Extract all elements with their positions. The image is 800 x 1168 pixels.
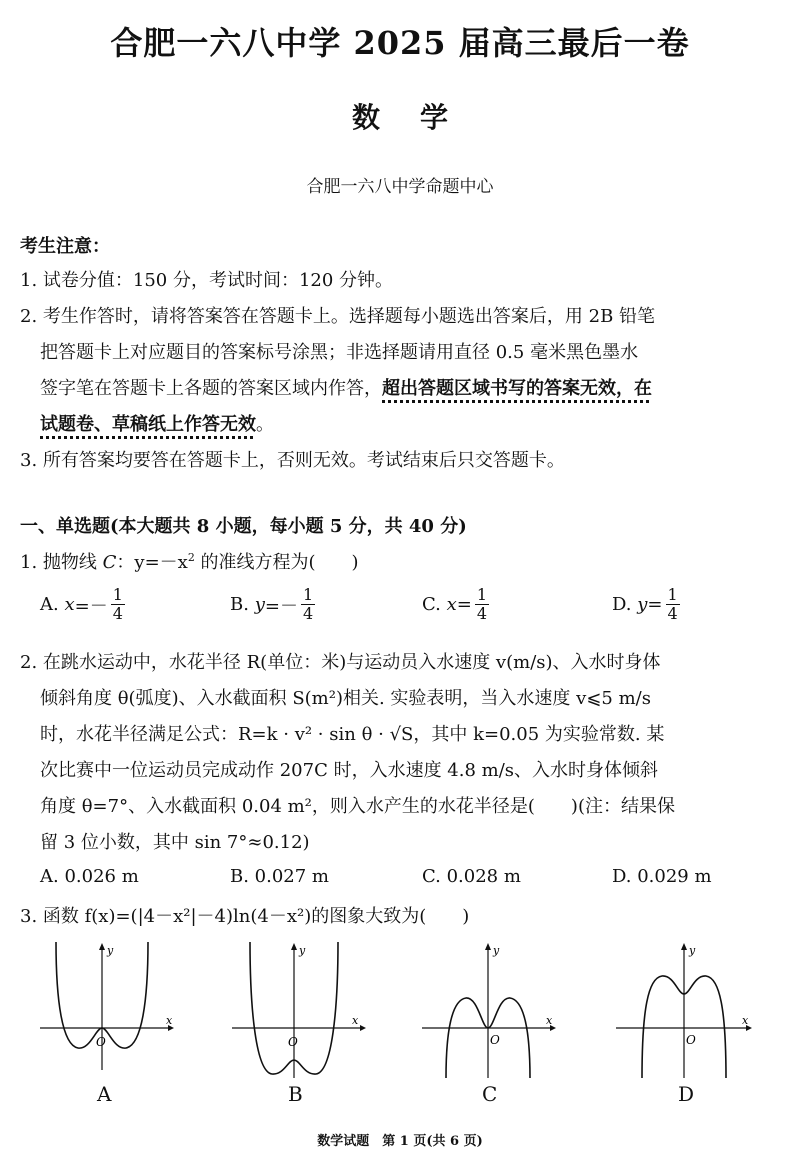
graph-d-label: D — [678, 1082, 695, 1106]
q1-option-a[interactable] — [40, 586, 125, 623]
q1-text: 1. 抛物线 — [20, 552, 103, 573]
fraction — [111, 586, 125, 623]
graph-d[interactable] — [614, 940, 754, 1080]
graph-c[interactable] — [420, 940, 560, 1080]
q1-text: ：y=－x — [116, 552, 188, 573]
y-axis-arrow — [681, 943, 687, 950]
denominator: 4 — [667, 604, 678, 623]
q1-option-c[interactable] — [422, 586, 489, 623]
option-var: y — [637, 594, 648, 615]
option-letter: A. — [40, 594, 59, 615]
origin-label: O — [686, 1033, 696, 1047]
y-axis-label: y — [493, 944, 500, 957]
numerator: 1 — [302, 585, 314, 604]
numerator: 1 — [667, 585, 678, 604]
notice-item-2-line-4 — [40, 410, 274, 436]
origin-label: O — [96, 1035, 106, 1049]
notice-item-2-line-3 — [40, 374, 652, 400]
option-sign: = — [456, 594, 472, 615]
y-axis-label: y — [299, 944, 306, 957]
graph-b[interactable] — [228, 940, 368, 1080]
option-sign: =－ — [264, 595, 298, 617]
origin-label: O — [288, 1035, 298, 1049]
fraction — [301, 586, 315, 623]
graph-a-label: A — [97, 1082, 112, 1106]
notice-text: 。 — [256, 414, 274, 435]
question-1-stem — [20, 548, 359, 574]
q1-text: 的准线方程为( ) — [194, 552, 359, 573]
denominator: 4 — [112, 604, 123, 623]
option-var: x — [64, 594, 75, 615]
fraction — [475, 586, 489, 623]
fraction — [666, 586, 680, 623]
numerator: 1 — [112, 585, 123, 604]
x-axis-arrow — [360, 1025, 366, 1031]
x-axis-label: x — [546, 1014, 553, 1027]
q1-exp: 2 — [187, 551, 195, 564]
notice-item-2-line-2: 把答题卡上对应题目的答案标号涂黑；非选择题请用直径 0.5 毫米黑色墨水 — [40, 342, 639, 363]
x-axis-label: x — [742, 1014, 749, 1027]
graph-c-label: C — [482, 1082, 498, 1106]
q2-option-d[interactable]: D. 0.029 m — [612, 866, 712, 887]
option-letter: D. — [612, 594, 632, 615]
graph-b-label: B — [288, 1082, 303, 1106]
y-axis-label: y — [107, 944, 114, 957]
page-footer: 数学试题 第 1 页(共 6 页) — [317, 1134, 483, 1149]
y-axis-label: y — [689, 944, 696, 957]
q2-option-a[interactable]: A. 0.026 m — [40, 866, 139, 887]
q1-option-d[interactable] — [612, 586, 680, 623]
exam-source: 合肥一六八中学命题中心 — [306, 177, 494, 197]
origin-label: O — [490, 1033, 500, 1047]
graph-a[interactable] — [36, 940, 176, 1080]
option-sign: =－ — [74, 595, 108, 617]
denominator: 4 — [476, 604, 488, 623]
option-var: x — [446, 594, 457, 615]
question-3-stem: 3. 函数 f(x)=(|4－x²|－4)ln(4－x²)的图象大致为( ) — [20, 906, 470, 927]
question-2-line-4: 次比赛中一位运动员完成动作 207C 时，入水速度 4.8 m/s、入水时身体倾斜 — [40, 760, 659, 781]
notice-heading: 考生注意： — [20, 236, 110, 257]
denominator: 4 — [302, 604, 314, 623]
notice-item-3: 3. 所有答案均要答在答题卡上，否则无效。考试结束后只交答题卡。 — [20, 450, 565, 471]
option-sign: = — [647, 594, 663, 615]
notice-text: 签字笔在答题卡上各题的答案区域内作答， — [40, 378, 382, 399]
question-2-line-6: 留 3 位小数，其中 sin 7°≈0.12) — [40, 832, 310, 853]
subject-title: 数学 — [351, 101, 488, 134]
question-2-line-1: 2. 在跳水运动中，水花半径 R(单位：米)与运动员入水速度 v(m/s)、入水时身体 — [20, 652, 661, 673]
section-heading: 一、单选题(本大题共 8 小题，每小题 5 分，共 40 分) — [20, 516, 467, 537]
y-axis-arrow — [485, 943, 491, 950]
x-axis-label: x — [352, 1014, 359, 1027]
q2-option-c[interactable]: C. 0.028 m — [422, 866, 521, 887]
notice-item-1: 1. 试卷分值：150 分，考试时间：120 分钟。 — [20, 270, 394, 291]
q2-option-b[interactable]: B. 0.027 m — [230, 866, 329, 887]
q1-option-b[interactable] — [230, 586, 315, 623]
option-letter: B. — [230, 594, 249, 615]
option-letter: C. — [422, 594, 441, 615]
y-axis-arrow — [291, 943, 297, 950]
emphasis-text: 试题卷、草稿纸上作答无效 — [40, 414, 256, 435]
question-2-line-3: 时，水花半径满足公式：R=k · v² · sin θ · √S，其中 k=0.05 为实验常数. 某 — [40, 724, 665, 745]
q1-var: C — [102, 552, 117, 573]
question-2-line-2: 倾斜角度 θ(弧度)、入水截面积 S(m²)相关. 实验表明，当入水速度 v⩽5 m/s — [40, 688, 651, 709]
question-2-line-5: 角度 θ=7°、入水截面积 0.04 m²，则入水产生的水花半径是( )(注：结果保 — [40, 796, 675, 817]
option-var: y — [254, 594, 265, 615]
notice-item-2-line-1: 2. 考生作答时，请将答案答在答题卡上。选择题每小题选出答案后，用 2B 铅笔 — [20, 306, 656, 327]
numerator: 1 — [476, 585, 488, 604]
emphasis-text: 超出答题区域书写的答案无效，在 — [382, 378, 652, 399]
exam-title: 合肥一六八中学 2025 届高三最后一卷 — [110, 24, 690, 62]
x-axis-label: x — [166, 1014, 173, 1027]
y-axis-arrow — [99, 943, 105, 950]
